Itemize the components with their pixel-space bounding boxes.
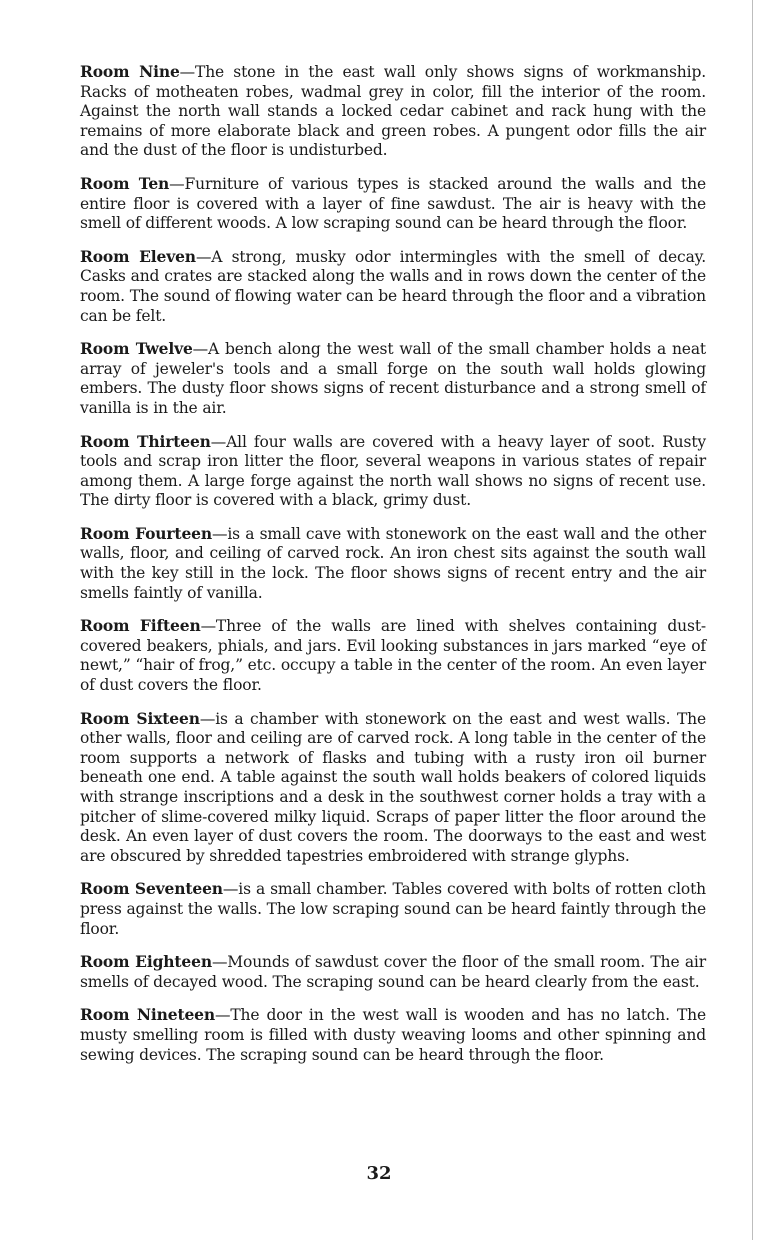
room-entry-eighteen xyxy=(80,952,706,992)
room-text: —is a chamber with stonework on the east and west walls. The other walls, floor and ceiling are of carved rock. A long table in the center of the room supports a network of flasks and tubing with a rusty iron oil burner beneath one end. A table against the south wall holds beakers of colored liquids with strange inscriptions and a desk in the southwest corner holds a tray with a pitcher of slime-covered milky liquid. Scraps of paper litter the floor around the desk. An even layer of dust covers the room. The doorways to the east and west are obscured by shredded tapestries embroidered with strange glyphs. xyxy=(80,709,707,865)
room-heading: Room Twelve xyxy=(80,339,193,359)
room-text: —All four walls are covered with a heavy layer of soot. Rusty tools and scrap iron litter the floor, several weapons in various states of repair among them. A large forge against the north wall shows no signs of recent use. The dirty floor is covered with a black, grimy dust. xyxy=(80,432,706,510)
room-text: —The door in the west wall is wooden and has no latch. The musty smelling room is filled with dusty weaving looms and other spinning and sewing devices. The scraping sound can be heard through the floor. xyxy=(80,1006,706,1064)
room-text: —Three of the walls are lined with shelves containing dust-covered beakers, phials, and jars. Evil looking substances in jars marked “eye of newt,” “hair of frog,” etc. occupy a table in the center of the room. An even layer of dust covers the floor. xyxy=(80,617,706,695)
room-text: —A bench along the west wall of the small chamber holds a neat array of jeweler's tools and a small forge on the south wall holds glowing embers. The dusty floor shows signs of recent disturbance and a strong smell of vanilla is in the air. xyxy=(80,340,706,417)
room-entry-nine xyxy=(80,62,706,161)
room-heading: Room Fifteen xyxy=(80,616,201,636)
room-heading: Room Eighteen xyxy=(80,952,212,972)
room-entry-ten xyxy=(80,174,706,234)
room-text: —The stone in the east wall only shows signs of workmanship. Racks of motheaten robes, wadmal grey in color, fill the interior of the room. Against the north wall stands a locked cedar cabinet and rack hung with the remains of more elaborate black and green robes. A pungent odor fills the air and the dust of the floor is undisturbed. xyxy=(80,63,706,160)
room-heading: Room Eleven xyxy=(80,246,196,266)
room-heading: Room Seventeen xyxy=(80,879,223,899)
room-entry-eleven xyxy=(80,247,706,326)
room-entry-seventeen xyxy=(80,879,706,939)
room-heading: Room Fourteen xyxy=(80,523,212,543)
room-heading: Room Thirteen xyxy=(80,431,211,451)
room-heading: Room Nine xyxy=(80,62,180,81)
room-text: —Furniture of various types is stacked around the walls and the entire floor is covered with a layer of fine sawdust. The air is heavy with the smell of different woods. A low scraping sound can be heard through the floor. xyxy=(80,174,706,233)
page-number: 32 xyxy=(366,1163,392,1184)
room-text: —is a small chamber. Tables covered with bolts of rotten cloth press against the walls. The low scraping sound can be heard faintly through the floor. xyxy=(80,880,706,938)
room-entry-sixteen xyxy=(80,709,706,867)
room-entry-nineteen xyxy=(80,1005,706,1065)
room-text: —A strong, musky odor intermingles with the smell of decay. Casks and crates are stacked along the walls and in rows down the center of the room. The sound of flowing water can be heard through the floor and a vibration can be felt. xyxy=(80,247,707,325)
room-text: —Mounds of sawdust cover the floor of the small room. The air smells of decayed wood. The scraping sound can be heard clearly from the east. xyxy=(80,953,706,991)
room-heading: Room Nineteen xyxy=(80,1005,216,1025)
page-edge-line xyxy=(752,0,753,1240)
room-descriptions xyxy=(80,62,706,1078)
room-heading: Room Ten xyxy=(80,173,170,193)
room-entry-fourteen xyxy=(80,524,706,603)
room-text: —is a small cave with stonework on the east wall and the other walls, floor, and ceiling of carved rock. An iron chest sits against the south wall with the key still in the lock. The floor shows signs of recent entry and the air smells faintly of vanilla. xyxy=(80,524,706,602)
room-heading: Room Sixteen xyxy=(80,708,200,728)
room-entry-fifteen xyxy=(80,616,706,695)
room-entry-twelve xyxy=(80,339,706,418)
room-entry-thirteen xyxy=(80,432,706,511)
